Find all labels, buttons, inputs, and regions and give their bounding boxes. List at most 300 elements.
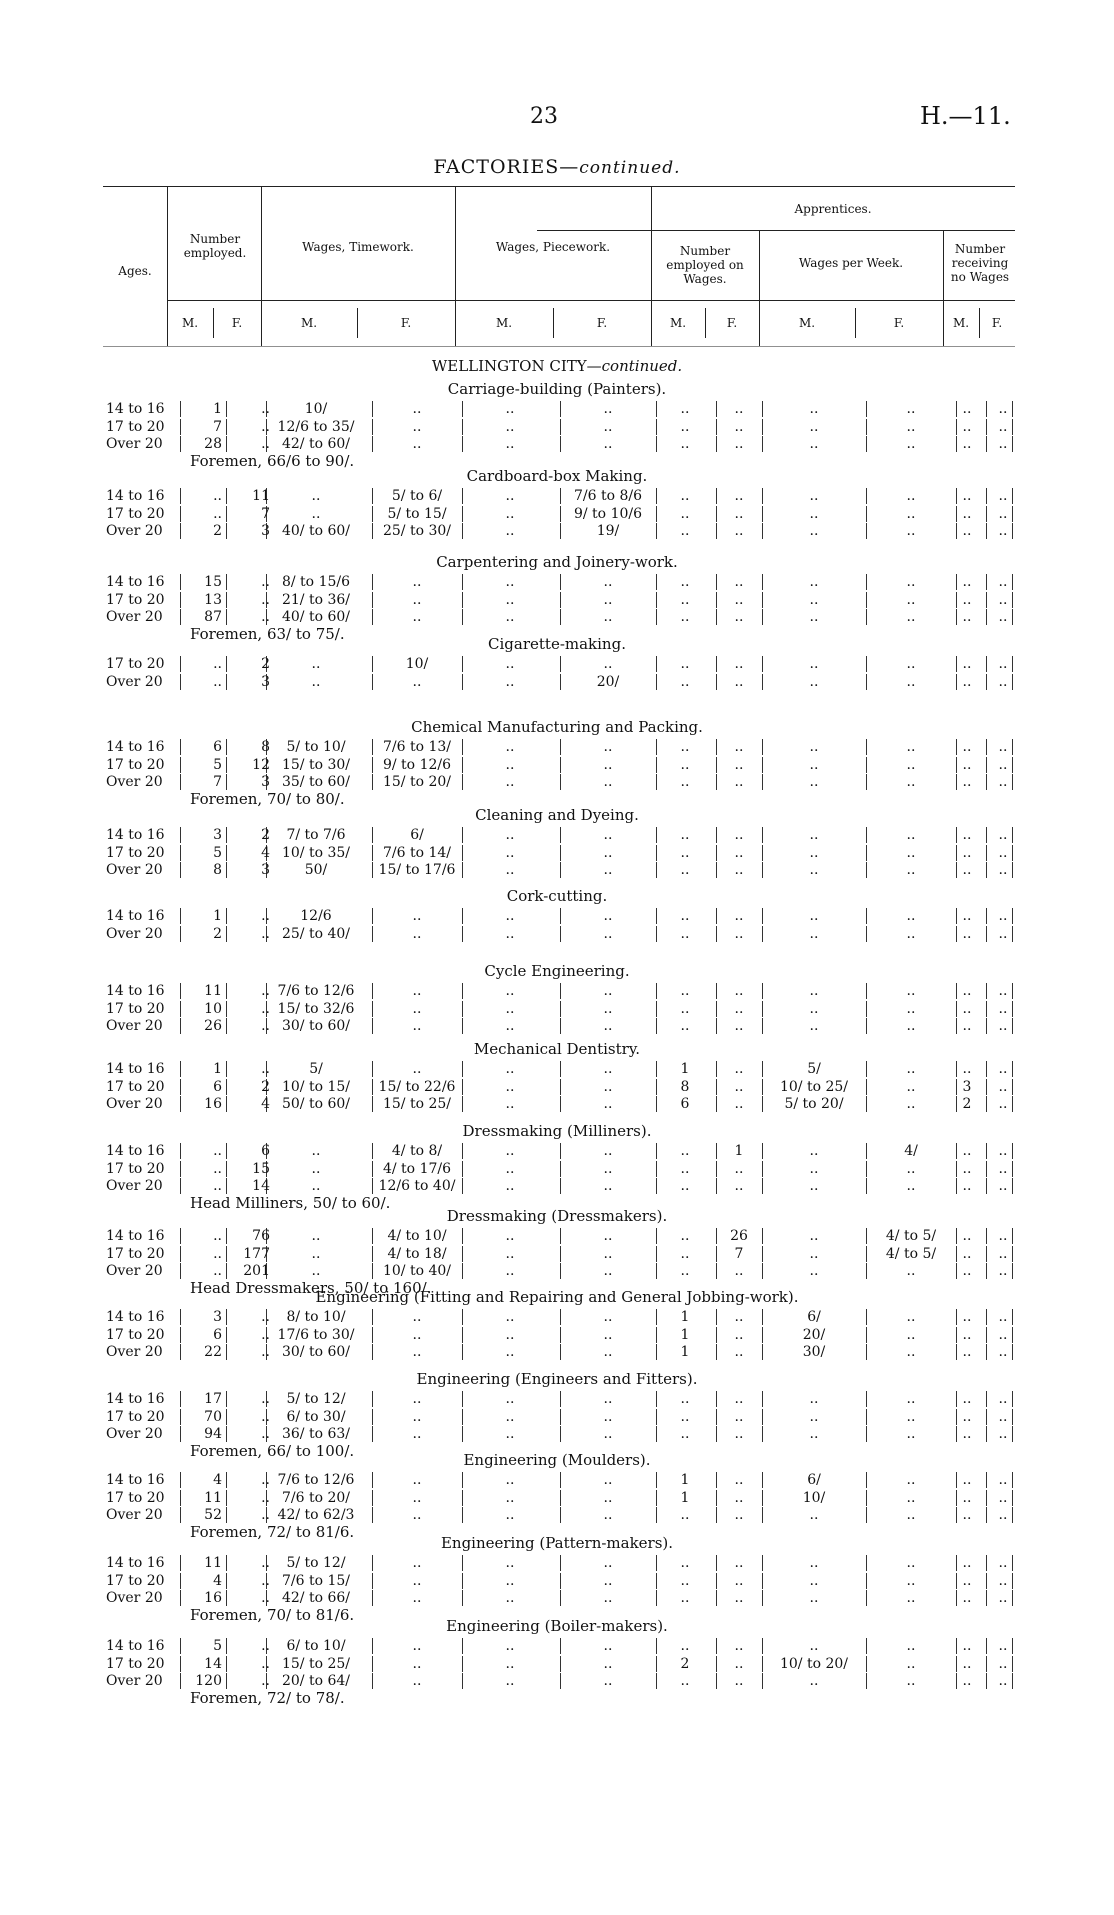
table-row [0, 1142, 1114, 1160]
cell-apprentices-employed-m: .. [680, 1408, 690, 1425]
table-row [0, 1262, 1114, 1280]
cell-number-employed-m: 11 [204, 1555, 222, 1571]
cell-apprentices-wages-f: .. [906, 656, 916, 672]
cell-apprentices-employed-f: 7 [734, 1245, 744, 1262]
cell-wages-piecework-f: .. [603, 1344, 613, 1360]
cell-number-employed-f: .. [261, 1638, 270, 1654]
cell-apprentices-employed-m: .. [680, 1426, 690, 1442]
header-m: M. [495, 316, 513, 330]
cell-apprentices-wages-m: .. [809, 574, 819, 590]
section-title: Cleaning and Dyeing. [475, 806, 639, 824]
cell-wages-timework-m: 8/ to 10/ [286, 1309, 346, 1325]
cell-no-wages-m: .. [962, 488, 972, 504]
cell-age: Over 20 [106, 523, 163, 539]
header-number-employed: Number employed. [183, 232, 247, 260]
cell-no-wages-m: .. [962, 1000, 972, 1017]
cell-wages-piecework-f: .. [603, 827, 613, 843]
cell-number-employed-m: 13 [204, 591, 222, 608]
cell-number-employed-m: 4 [213, 1472, 222, 1488]
cell-apprentices-wages-f: 4/ to 5/ [885, 1245, 937, 1262]
table-row [0, 1343, 1114, 1361]
cell-no-wages-m: .. [962, 1555, 972, 1571]
cell-no-wages-m: .. [962, 983, 972, 999]
cell-apprentices-employed-f: .. [734, 1263, 744, 1279]
cell-number-employed-m: 22 [204, 1344, 222, 1360]
header-f: F. [893, 316, 905, 330]
cell-wages-piecework-m: .. [505, 609, 515, 625]
cell-no-wages-f: .. [998, 1245, 1008, 1262]
cell-apprentices-wages-m: .. [809, 418, 819, 435]
cell-apprentices-wages-f: .. [906, 1178, 916, 1194]
section-title: Cork-cutting. [506, 887, 608, 905]
cell-no-wages-f: .. [998, 436, 1008, 452]
cell-wages-timework-m: 7/ to 7/6 [286, 827, 346, 843]
cell-apprentices-employed-f: .. [734, 908, 744, 924]
section-title: Cigarette-making. [488, 635, 626, 653]
section-title: Engineering (Pattern-makers). [440, 1534, 674, 1552]
cell-apprentices-employed-f: .. [734, 1326, 744, 1343]
cell-no-wages-f: .. [998, 1391, 1008, 1407]
header-f: F. [400, 316, 412, 330]
cell-wages-timework-f: .. [412, 1000, 422, 1017]
table-row [0, 400, 1114, 418]
cell-no-wages-f: .. [998, 827, 1008, 843]
header-ages: Ages. [118, 264, 152, 278]
cell-age: Over 20 [106, 1426, 163, 1442]
header-appr-wages-per-week: Wages per Week. [798, 256, 904, 270]
cell-apprentices-employed-f: .. [734, 1472, 744, 1488]
cell-wages-piecework-f: .. [603, 609, 613, 625]
cell-no-wages-m: 3 [962, 1078, 972, 1095]
table-row [0, 1572, 1114, 1590]
cell-number-employed-m: 70 [204, 1408, 222, 1425]
cell-wages-piecework-m: .. [505, 862, 515, 878]
cell-number-employed-m: 15 [204, 574, 222, 590]
cell-age: 17 to 20 [106, 1326, 165, 1343]
cell-wages-timework-f: .. [412, 1489, 422, 1506]
cell-no-wages-f: .. [998, 1178, 1008, 1194]
cell-number-employed-m: 6 [213, 739, 222, 755]
cell-apprentices-wages-f: .. [906, 1408, 916, 1425]
cell-wages-timework-m: 40/ to 60/ [281, 609, 351, 625]
cell-wages-timework-f: .. [412, 983, 422, 999]
cell-no-wages-f: .. [998, 1263, 1008, 1279]
cell-number-employed-f: .. [261, 401, 270, 417]
cell-apprentices-employed-m: .. [680, 925, 690, 942]
cell-wages-timework-m: 25/ to 40/ [281, 925, 351, 942]
cell-apprentices-employed-m: .. [680, 908, 690, 924]
cell-wages-piecework-m: .. [505, 574, 515, 590]
cell-no-wages-f: .. [998, 1326, 1008, 1343]
city-heading-suffix: continued. [601, 357, 683, 375]
cell-wages-piecework-f: .. [603, 1472, 613, 1488]
cell-apprentices-employed-m: .. [680, 574, 690, 590]
cell-apprentices-wages-f: .. [906, 983, 916, 999]
cell-number-employed-m: .. [213, 505, 222, 522]
cell-apprentices-employed-f: 1 [734, 1143, 744, 1159]
cell-apprentices-employed-m: 2 [680, 1655, 690, 1672]
cell-number-employed-f: .. [261, 1408, 270, 1425]
cell-apprentices-wages-f: .. [906, 1309, 916, 1325]
cell-apprentices-employed-f: .. [734, 1178, 744, 1194]
cell-apprentices-employed-m: .. [680, 1507, 690, 1523]
cell-number-employed-f: .. [261, 591, 270, 608]
cell-wages-timework-f: 25/ to 30/ [382, 523, 452, 539]
cell-apprentices-employed-m: .. [680, 1673, 690, 1689]
cell-apprentices-wages-f: .. [906, 1507, 916, 1523]
section-note: Foremen, 66/ to 100/. [190, 1441, 355, 1460]
cell-wages-piecework-f: .. [603, 418, 613, 435]
cell-wages-piecework-f: .. [603, 1408, 613, 1425]
cell-wages-piecework-f: .. [603, 591, 613, 608]
cell-apprentices-wages-f: .. [906, 1572, 916, 1589]
cell-wages-timework-m: 7/6 to 12/6 [277, 1472, 355, 1488]
cell-apprentices-employed-f: .. [734, 591, 744, 608]
cell-wages-timework-f: .. [412, 1408, 422, 1425]
cell-age: Over 20 [106, 436, 163, 452]
header-m: M. [798, 316, 816, 330]
cell-no-wages-f: .. [998, 591, 1008, 608]
cell-apprentices-wages-m: 20/ [802, 1326, 826, 1343]
cell-no-wages-f: .. [998, 574, 1008, 590]
cell-number-employed-m: 1 [213, 908, 222, 924]
cell-no-wages-m: .. [962, 862, 972, 878]
cell-wages-timework-f: .. [412, 1638, 422, 1654]
cell-no-wages-f: .. [998, 1673, 1008, 1689]
cell-no-wages-f: .. [998, 1489, 1008, 1506]
cell-apprentices-wages-m: .. [809, 591, 819, 608]
section-note: Foremen, 72/ to 81/6. [190, 1522, 355, 1541]
cell-wages-timework-m: 5/ to 10/ [286, 739, 346, 755]
cell-wages-piecework-m: .. [505, 1655, 515, 1672]
cell-wages-piecework-m: .. [505, 1344, 515, 1360]
cell-no-wages-m: .. [962, 739, 972, 755]
cell-no-wages-m: .. [962, 1507, 972, 1523]
cell-apprentices-employed-f: .. [734, 1061, 744, 1077]
cell-wages-piecework-f: .. [603, 1655, 613, 1672]
cell-number-employed-f: .. [261, 418, 270, 435]
cell-wages-piecework-f: .. [603, 1489, 613, 1506]
cell-apprentices-employed-f: .. [734, 774, 744, 790]
cell-no-wages-f: .. [998, 756, 1008, 773]
header-appr-no-wages: Number receiving no Wages [950, 242, 1010, 284]
cell-apprentices-employed-f: .. [734, 827, 744, 843]
cell-apprentices-wages-m: 10/ [802, 1489, 826, 1506]
cell-age: 14 to 16 [106, 827, 165, 843]
cell-no-wages-f: .. [998, 1507, 1008, 1523]
cell-number-employed-m: 16 [204, 1590, 222, 1606]
table-row [0, 925, 1114, 943]
city-heading-main: WELLINGTON CITY— [431, 357, 602, 375]
cell-wages-timework-f: .. [412, 574, 422, 590]
cell-wages-timework-m: 7/6 to 15/ [281, 1572, 351, 1589]
cell-number-employed-m: 2 [213, 523, 222, 539]
cell-number-employed-m: 16 [204, 1096, 222, 1112]
cell-wages-timework-m: 7/6 to 20/ [281, 1489, 351, 1506]
header-f: F. [991, 316, 1003, 330]
cell-wages-piecework-m: .. [505, 1245, 515, 1262]
cell-apprentices-wages-m: .. [809, 739, 819, 755]
cell-no-wages-f: .. [998, 1408, 1008, 1425]
table-row [0, 1506, 1114, 1524]
cell-wages-timework-m: 10/ to 15/ [281, 1078, 351, 1095]
cell-age: 14 to 16 [106, 908, 165, 924]
cell-age: 14 to 16 [106, 1061, 165, 1077]
cell-wages-timework-f: .. [412, 401, 422, 417]
cell-wages-piecework-m: .. [505, 983, 515, 999]
cell-number-employed-m: 17 [204, 1391, 222, 1407]
cell-wages-piecework-f: 9/ to 10/6 [573, 505, 643, 522]
cell-age: Over 20 [106, 1590, 163, 1606]
cell-apprentices-wages-m: 6/ [807, 1309, 821, 1325]
cell-apprentices-employed-m: 1 [680, 1472, 690, 1488]
cell-wages-piecework-m: .. [505, 1489, 515, 1506]
table-row [0, 1000, 1114, 1018]
cell-wages-timework-m: 30/ to 60/ [281, 1018, 351, 1034]
cell-age: Over 20 [106, 673, 163, 690]
cell-wages-timework-f: .. [412, 1655, 422, 1672]
cell-age: 17 to 20 [106, 591, 165, 608]
cell-apprentices-employed-f: .. [734, 1673, 744, 1689]
cell-wages-piecework-f: .. [603, 844, 613, 861]
cell-number-employed-f: .. [261, 1489, 270, 1506]
cell-no-wages-m: .. [962, 673, 972, 690]
document-reference: H.—11. [920, 102, 1011, 130]
cell-wages-timework-f: 7/6 to 13/ [382, 739, 452, 755]
cell-no-wages-m: .. [962, 925, 972, 942]
cell-apprentices-wages-f: .. [906, 862, 916, 878]
cell-number-employed-f: .. [261, 436, 270, 452]
cell-wages-piecework-m: .. [505, 1472, 515, 1488]
cell-age: Over 20 [106, 1344, 163, 1360]
cell-wages-timework-f: .. [412, 1472, 422, 1488]
cell-apprentices-employed-m: .. [680, 1590, 690, 1606]
cell-wages-timework-f: .. [412, 1673, 422, 1689]
cell-apprentices-wages-m: .. [809, 908, 819, 924]
cell-wages-piecework-f: .. [603, 1000, 613, 1017]
cell-no-wages-m: .. [962, 1309, 972, 1325]
cell-no-wages-f: .. [998, 1228, 1008, 1244]
cell-age: Over 20 [106, 1018, 163, 1034]
cell-apprentices-employed-m: .. [680, 1555, 690, 1571]
section-note: Foremen, 66/6 to 90/. [190, 451, 355, 470]
cell-number-employed-m: .. [213, 1160, 222, 1177]
cell-wages-piecework-f: .. [603, 908, 613, 924]
cell-apprentices-wages-m: .. [809, 1673, 819, 1689]
cell-no-wages-f: .. [998, 1426, 1008, 1442]
cell-wages-timework-f: 5/ to 6/ [391, 488, 443, 504]
cell-wages-timework-m: 50/ to 60/ [281, 1096, 351, 1112]
cell-wages-timework-f: 15/ to 22/6 [378, 1078, 456, 1095]
section-title: Engineering (Fitting and Repairing and General Jobbing-work). [315, 1288, 799, 1306]
cell-number-employed-f: 76 [252, 1228, 270, 1244]
cell-wages-piecework-m: .. [505, 1078, 515, 1095]
cell-apprentices-employed-f: .. [734, 862, 744, 878]
cell-wages-piecework-f: .. [603, 739, 613, 755]
cell-no-wages-f: .. [998, 1018, 1008, 1034]
cell-apprentices-wages-f: .. [906, 1391, 916, 1407]
cell-apprentices-employed-f: .. [734, 925, 744, 942]
cell-wages-piecework-m: .. [505, 505, 515, 522]
cell-wages-piecework-m: .. [505, 401, 515, 417]
cell-no-wages-f: .. [998, 1344, 1008, 1360]
cell-apprentices-wages-f: 4/ [904, 1143, 918, 1159]
cell-no-wages-m: .. [962, 1344, 972, 1360]
cell-no-wages-m: 2 [962, 1096, 972, 1112]
cell-apprentices-employed-m: .. [680, 756, 690, 773]
cell-number-employed-m: 28 [204, 436, 222, 452]
cell-wages-piecework-f: .. [603, 1572, 613, 1589]
cell-wages-piecework-m: .. [505, 1391, 515, 1407]
section-note: Foremen, 63/ to 75/. [190, 624, 345, 643]
section-title: Dressmaking (Milliners). [462, 1122, 652, 1140]
cell-number-employed-m: 3 [213, 827, 222, 843]
cell-age: Over 20 [106, 1263, 163, 1279]
page-title-suffix: continued. [579, 158, 681, 178]
cell-number-employed-f: 2 [261, 827, 270, 843]
cell-number-employed-m: 11 [204, 983, 222, 999]
cell-wages-timework-f: .. [412, 436, 422, 452]
cell-wages-timework-m: 6/ to 30/ [286, 1408, 346, 1425]
table-row [0, 418, 1114, 436]
cell-no-wages-f: .. [998, 1160, 1008, 1177]
cell-number-employed-m: 5 [213, 1638, 222, 1654]
cell-no-wages-f: .. [998, 1096, 1008, 1112]
cell-wages-timework-m: 20/ to 64/ [281, 1673, 351, 1689]
cell-wages-piecework-m: .. [505, 436, 515, 452]
cell-apprentices-wages-f: .. [906, 1555, 916, 1571]
cell-wages-timework-m: 7/6 to 12/6 [277, 983, 355, 999]
cell-no-wages-f: .. [998, 418, 1008, 435]
cell-wages-timework-m: 42/ to 62/3 [277, 1507, 355, 1523]
cell-apprentices-wages-f: .. [906, 1673, 916, 1689]
cell-apprentices-wages-f: .. [906, 1472, 916, 1488]
cell-age: 17 to 20 [106, 505, 165, 522]
cell-age: 14 to 16 [106, 488, 165, 504]
cell-number-employed-m: .. [213, 1178, 222, 1194]
cell-wages-piecework-f: .. [603, 1555, 613, 1571]
cell-number-employed-f: 3 [261, 523, 270, 539]
cell-no-wages-f: .. [998, 908, 1008, 924]
cell-apprentices-employed-f: .. [734, 1655, 744, 1672]
cell-wages-piecework-f: .. [603, 1426, 613, 1442]
cell-apprentices-employed-m: .. [680, 1018, 690, 1034]
cell-apprentices-employed-f: .. [734, 1489, 744, 1506]
cell-apprentices-employed-m: 6 [680, 1096, 690, 1112]
cell-apprentices-wages-m: .. [809, 827, 819, 843]
cell-no-wages-f: .. [998, 1061, 1008, 1077]
cell-number-employed-m: .. [213, 1263, 222, 1279]
cell-wages-piecework-m: .. [505, 523, 515, 539]
cell-apprentices-wages-f: .. [906, 673, 916, 690]
cell-number-employed-m: 2 [213, 925, 222, 942]
cell-wages-timework-f: .. [412, 609, 422, 625]
header-appr-number-employed: Number employed on Wages. [666, 244, 744, 286]
cell-apprentices-wages-m: .. [809, 756, 819, 773]
cell-wages-timework-m: 50/ [304, 862, 328, 878]
table-row [0, 773, 1114, 791]
cell-apprentices-employed-f: .. [734, 505, 744, 522]
cell-wages-piecework-m: .. [505, 1590, 515, 1606]
cell-number-employed-f: .. [261, 1472, 270, 1488]
table-row [0, 608, 1114, 626]
cell-wages-piecework-m: .. [505, 1263, 515, 1279]
cell-no-wages-m: .. [962, 609, 972, 625]
cell-number-employed-m: 26 [204, 1018, 222, 1034]
cell-number-employed-f: 2 [261, 656, 270, 672]
cell-number-employed-m: 14 [204, 1655, 222, 1672]
cell-no-wages-f: .. [998, 401, 1008, 417]
header-m: M. [669, 316, 687, 330]
table-row [0, 487, 1114, 505]
cell-apprentices-wages-f: .. [906, 1590, 916, 1606]
cell-wages-piecework-f: .. [603, 925, 613, 942]
cell-apprentices-employed-f: .. [734, 1391, 744, 1407]
cell-apprentices-wages-f: .. [906, 505, 916, 522]
cell-wages-timework-f: 4/ to 17/6 [382, 1160, 452, 1177]
cell-wages-piecework-f: 20/ [596, 673, 620, 690]
cell-wages-timework-f: .. [412, 1391, 422, 1407]
cell-age: 17 to 20 [106, 1160, 165, 1177]
cell-apprentices-employed-m: .. [680, 1245, 690, 1262]
cell-age: 17 to 20 [106, 418, 165, 435]
section-title: Cycle Engineering. [484, 962, 630, 980]
cell-apprentices-employed-f: .. [734, 574, 744, 590]
header-m: M. [181, 316, 199, 330]
cell-apprentices-wages-f: .. [906, 1426, 916, 1442]
cell-wages-timework-m: 5/ [309, 1061, 323, 1077]
cell-number-employed-f: .. [261, 983, 270, 999]
cell-no-wages-m: .. [962, 656, 972, 672]
cell-no-wages-m: .. [962, 1489, 972, 1506]
cell-number-employed-f: .. [261, 1590, 270, 1606]
cell-no-wages-f: .. [998, 673, 1008, 690]
cell-age: 14 to 16 [106, 1638, 165, 1654]
cell-wages-piecework-f: .. [603, 774, 613, 790]
cell-wages-timework-f: .. [412, 1555, 422, 1571]
cell-apprentices-employed-f: .. [734, 1426, 744, 1442]
cell-number-employed-f: .. [261, 1426, 270, 1442]
cell-wages-piecework-m: .. [505, 656, 515, 672]
cell-apprentices-employed-m: .. [680, 1638, 690, 1654]
table-row [0, 1655, 1114, 1673]
table-row [0, 1489, 1114, 1507]
cell-no-wages-f: .. [998, 488, 1008, 504]
cell-no-wages-m: .. [962, 1673, 972, 1689]
cell-apprentices-employed-f: .. [734, 756, 744, 773]
cell-apprentices-employed-f: .. [734, 844, 744, 861]
cell-apprentices-wages-f: .. [906, 591, 916, 608]
cell-wages-timework-f: 10/ to 40/ [382, 1263, 452, 1279]
cell-apprentices-wages-m: .. [809, 505, 819, 522]
cell-wages-piecework-m: .. [505, 1096, 515, 1112]
cell-wages-piecework-f: .. [603, 1096, 613, 1112]
cell-apprentices-employed-f: .. [734, 1507, 744, 1523]
cell-wages-piecework-m: .. [505, 1326, 515, 1343]
cell-apprentices-wages-m: .. [809, 862, 819, 878]
cell-wages-timework-m: 15/ to 25/ [281, 1655, 351, 1672]
cell-age: 14 to 16 [106, 983, 165, 999]
cell-wages-timework-f: 4/ to 18/ [387, 1245, 447, 1262]
cell-wages-piecework-f: .. [603, 401, 613, 417]
section-title: Cardboard-box Making. [466, 467, 648, 485]
cell-wages-piecework-m: .. [505, 756, 515, 773]
cell-number-employed-f: 8 [261, 739, 270, 755]
cell-apprentices-employed-m: .. [680, 1572, 690, 1589]
cell-apprentices-wages-f: .. [906, 418, 916, 435]
table-row [0, 505, 1114, 523]
cell-number-employed-m: 7 [213, 774, 222, 790]
